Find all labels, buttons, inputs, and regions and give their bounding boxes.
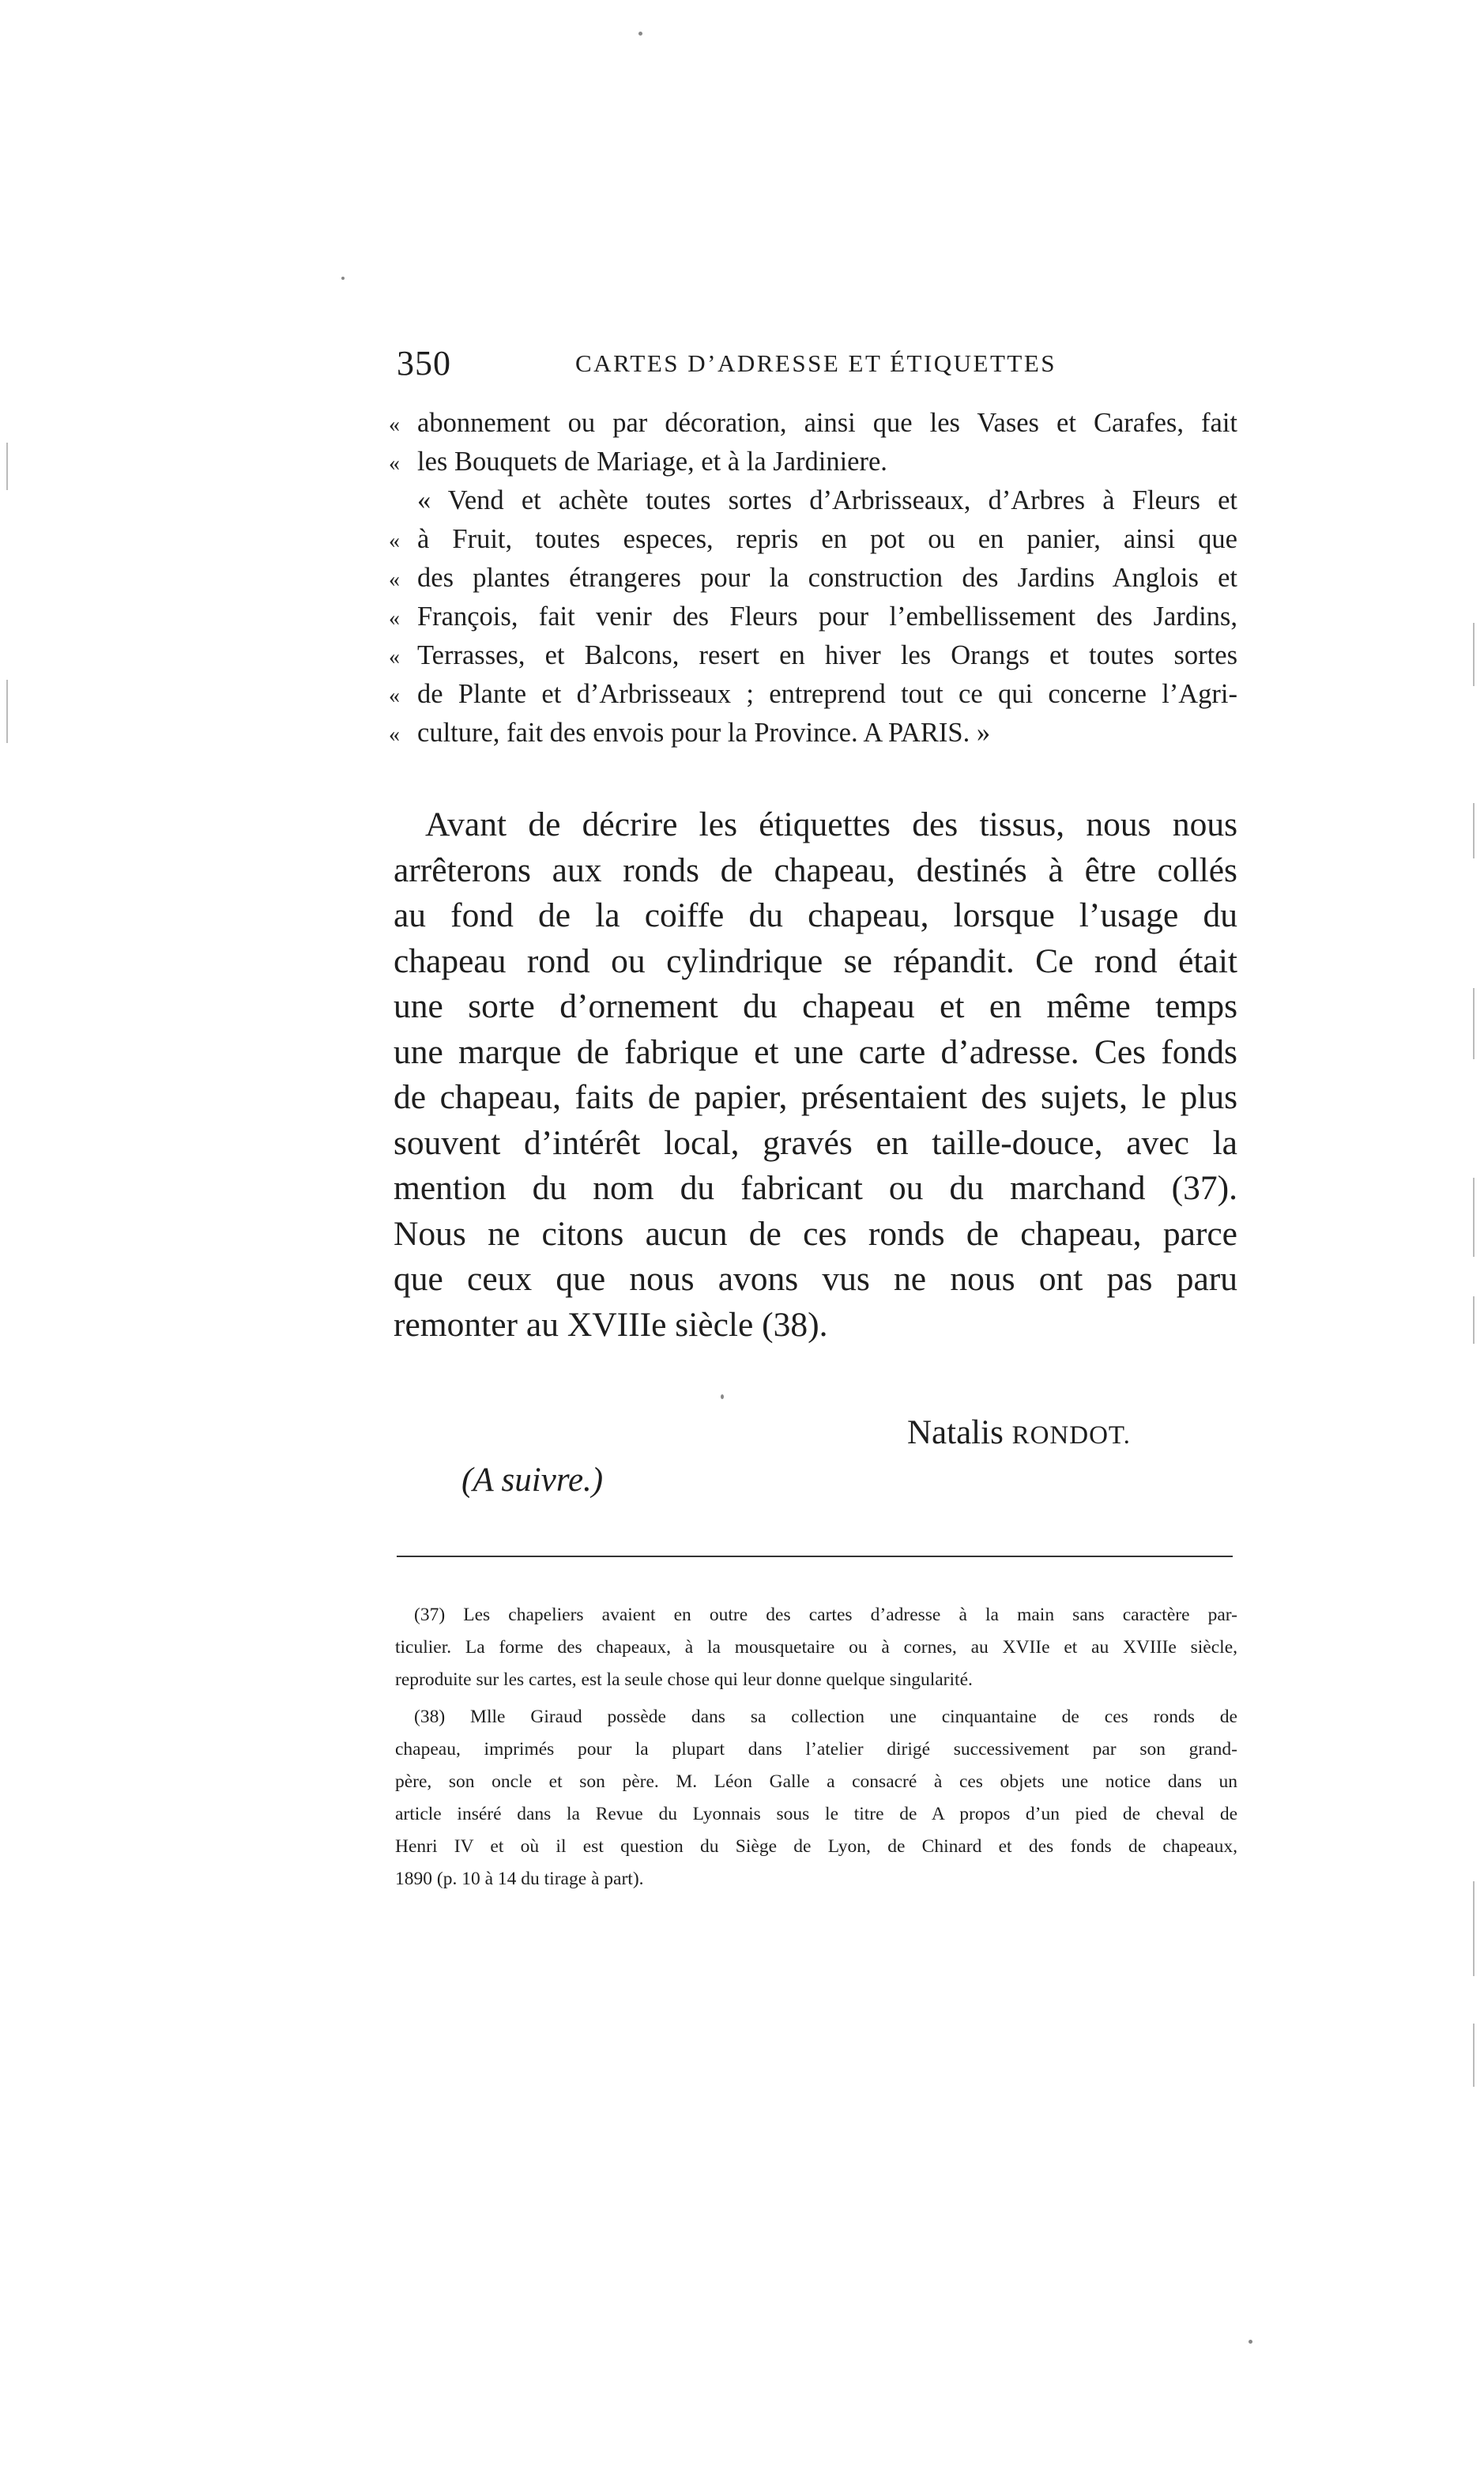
footnote-37-line: ticulier. La forme des chapeaux, à la mousquetaire ou à cornes, au XVIIe et au XVIIIe siècle, bbox=[395, 1637, 1237, 1658]
scan-edge-mark bbox=[1473, 2024, 1475, 2087]
running-title: CARTES D’ADRESSE ET ÉTIQUETTES bbox=[575, 349, 1057, 377]
scan-edge-mark bbox=[6, 443, 8, 490]
scan-edge-mark bbox=[1473, 988, 1475, 1059]
quote-line bbox=[389, 563, 1237, 602]
quote-line bbox=[389, 602, 1237, 640]
main-paragraph bbox=[394, 805, 1237, 1350]
scan-edge-mark bbox=[6, 680, 8, 743]
quote-mark: « bbox=[389, 684, 400, 708]
paragraph-line: une sorte d’ornement du chapeau et en même temps bbox=[394, 987, 1237, 1025]
author-last-name: RONDOT. bbox=[1011, 1421, 1131, 1450]
quote-text: de Plante et d’Arbrisseaux ; entreprend tout ce qui concerne l’Agri- bbox=[417, 679, 1237, 709]
scan-edge-mark bbox=[1473, 1296, 1475, 1344]
quote-line bbox=[389, 640, 1237, 679]
footnote-38-line: père, son oncle et son père. M. Léon Galle a consacré à ces objets une notice dans un bbox=[395, 1771, 1237, 1792]
quote-mark: « bbox=[389, 451, 400, 476]
scan-speck bbox=[341, 277, 345, 280]
to-be-continued: (A suivre.) bbox=[461, 1462, 604, 1499]
paragraph-line: arrêterons aux ronds de chapeau, destinés à être collés bbox=[394, 851, 1237, 889]
quote-text: abonnement ou par décoration, ainsi que les Vases et Carafes, fait bbox=[417, 408, 1237, 438]
quote-text: à Fruit, toutes especes, repris en pot ou en panier, ainsi que bbox=[417, 524, 1237, 554]
paragraph-line: chapeau rond ou cylindrique se répandit. Ce rond était bbox=[394, 941, 1237, 980]
quote-text: culture, fait des envois pour la Province. A PARIS. » bbox=[417, 718, 991, 748]
quote-text: les Bouquets de Mariage, et à la Jardiniere. bbox=[417, 447, 887, 477]
paragraph-line: remonter au XVIIIe siècle (38). bbox=[394, 1305, 828, 1344]
paragraph-line: que ceux que nous avons vus ne nous ont pas paru bbox=[394, 1260, 1237, 1298]
quote-line bbox=[389, 679, 1237, 718]
quote-line bbox=[389, 485, 1237, 524]
quoted-advertisement bbox=[389, 408, 1237, 756]
quote-mark: « bbox=[389, 529, 400, 553]
quote-mark: « bbox=[389, 413, 400, 437]
scan-edge-mark bbox=[1473, 803, 1475, 858]
footnote-divider bbox=[397, 1556, 1233, 1557]
quote-mark: « bbox=[389, 606, 400, 631]
footnotes bbox=[395, 1605, 1237, 1901]
quote-line bbox=[389, 447, 1237, 485]
scan-speck bbox=[1249, 2340, 1252, 2344]
scan-edge-mark bbox=[1473, 1178, 1475, 1257]
paragraph-line: une marque de fabrique et une carte d’adresse. Ces fonds bbox=[394, 1032, 1237, 1071]
footnote-38-line: chapeau, imprimés pour la plupart dans l’atelier dirigé successivement par son grand- bbox=[395, 1739, 1237, 1760]
scan-edge-mark bbox=[1473, 1881, 1475, 1976]
paragraph-line: Avant de décrire les étiquettes des tissus, nous nous bbox=[425, 805, 1237, 843]
paragraph-line: au fond de la coiffe du chapeau, lorsque l’usage du bbox=[394, 896, 1237, 934]
quote-line bbox=[389, 524, 1237, 563]
footnote-38-line: Henri IV et où il est question du Siège de Lyon, de Chinard et des fonds de chapeaux, bbox=[395, 1836, 1237, 1857]
footnote-37-line: (37) Les chapeliers avaient en outre des cartes d’adresse à la main sans caractère par- bbox=[414, 1605, 1237, 1625]
footnote-38-line: article inséré dans la Revue du Lyonnais sous le titre de A propos d’un pied de cheval de bbox=[395, 1804, 1237, 1824]
quote-line bbox=[389, 718, 1237, 756]
paragraph-line: Nous ne citons aucun de ces ronds de chapeau, parce bbox=[394, 1214, 1237, 1253]
paragraph-line: de chapeau, faits de papier, présentaient des sujets, le plus bbox=[394, 1078, 1237, 1116]
scan-speck bbox=[721, 1394, 724, 1399]
quote-line bbox=[389, 408, 1237, 447]
paragraph-line: mention du nom du fabricant ou du marchand (37). bbox=[394, 1169, 1237, 1207]
paragraph-line: souvent d’intérêt local, gravés en taille-douce, avec la bbox=[394, 1123, 1237, 1162]
quote-text: Terrasses, et Balcons, resert en hiver les Orangs et toutes sortes bbox=[417, 640, 1237, 670]
author-signature bbox=[907, 1413, 1131, 1452]
quote-text: François, fait venir des Fleurs pour l’embellissement des Jardins, bbox=[417, 602, 1237, 632]
quote-mark: « bbox=[389, 645, 400, 670]
quote-mark: « bbox=[389, 568, 400, 592]
footnote-37-line: reproduite sur les cartes, est la seule chose qui leur donne quelque singularité. bbox=[395, 1669, 973, 1690]
page-number: 350 bbox=[397, 344, 451, 383]
quote-mark: « bbox=[389, 722, 400, 747]
running-header bbox=[397, 343, 1233, 387]
quote-text: « Vend et achète toutes sortes d’Arbrisseaux, d’Arbres à Fleurs et bbox=[417, 485, 1237, 515]
footnote-38-line: 1890 (p. 10 à 14 du tirage à part). bbox=[395, 1869, 644, 1889]
scan-speck bbox=[638, 32, 642, 36]
footnote-38-line: (38) Mlle Giraud possède dans sa collection une cinquantaine de ces ronds de bbox=[414, 1707, 1237, 1727]
quote-text: des plantes étrangeres pour la construction des Jardins Anglois et bbox=[417, 563, 1237, 593]
author-first-name: Natalis bbox=[907, 1414, 1004, 1451]
scan-edge-mark bbox=[1473, 623, 1475, 686]
